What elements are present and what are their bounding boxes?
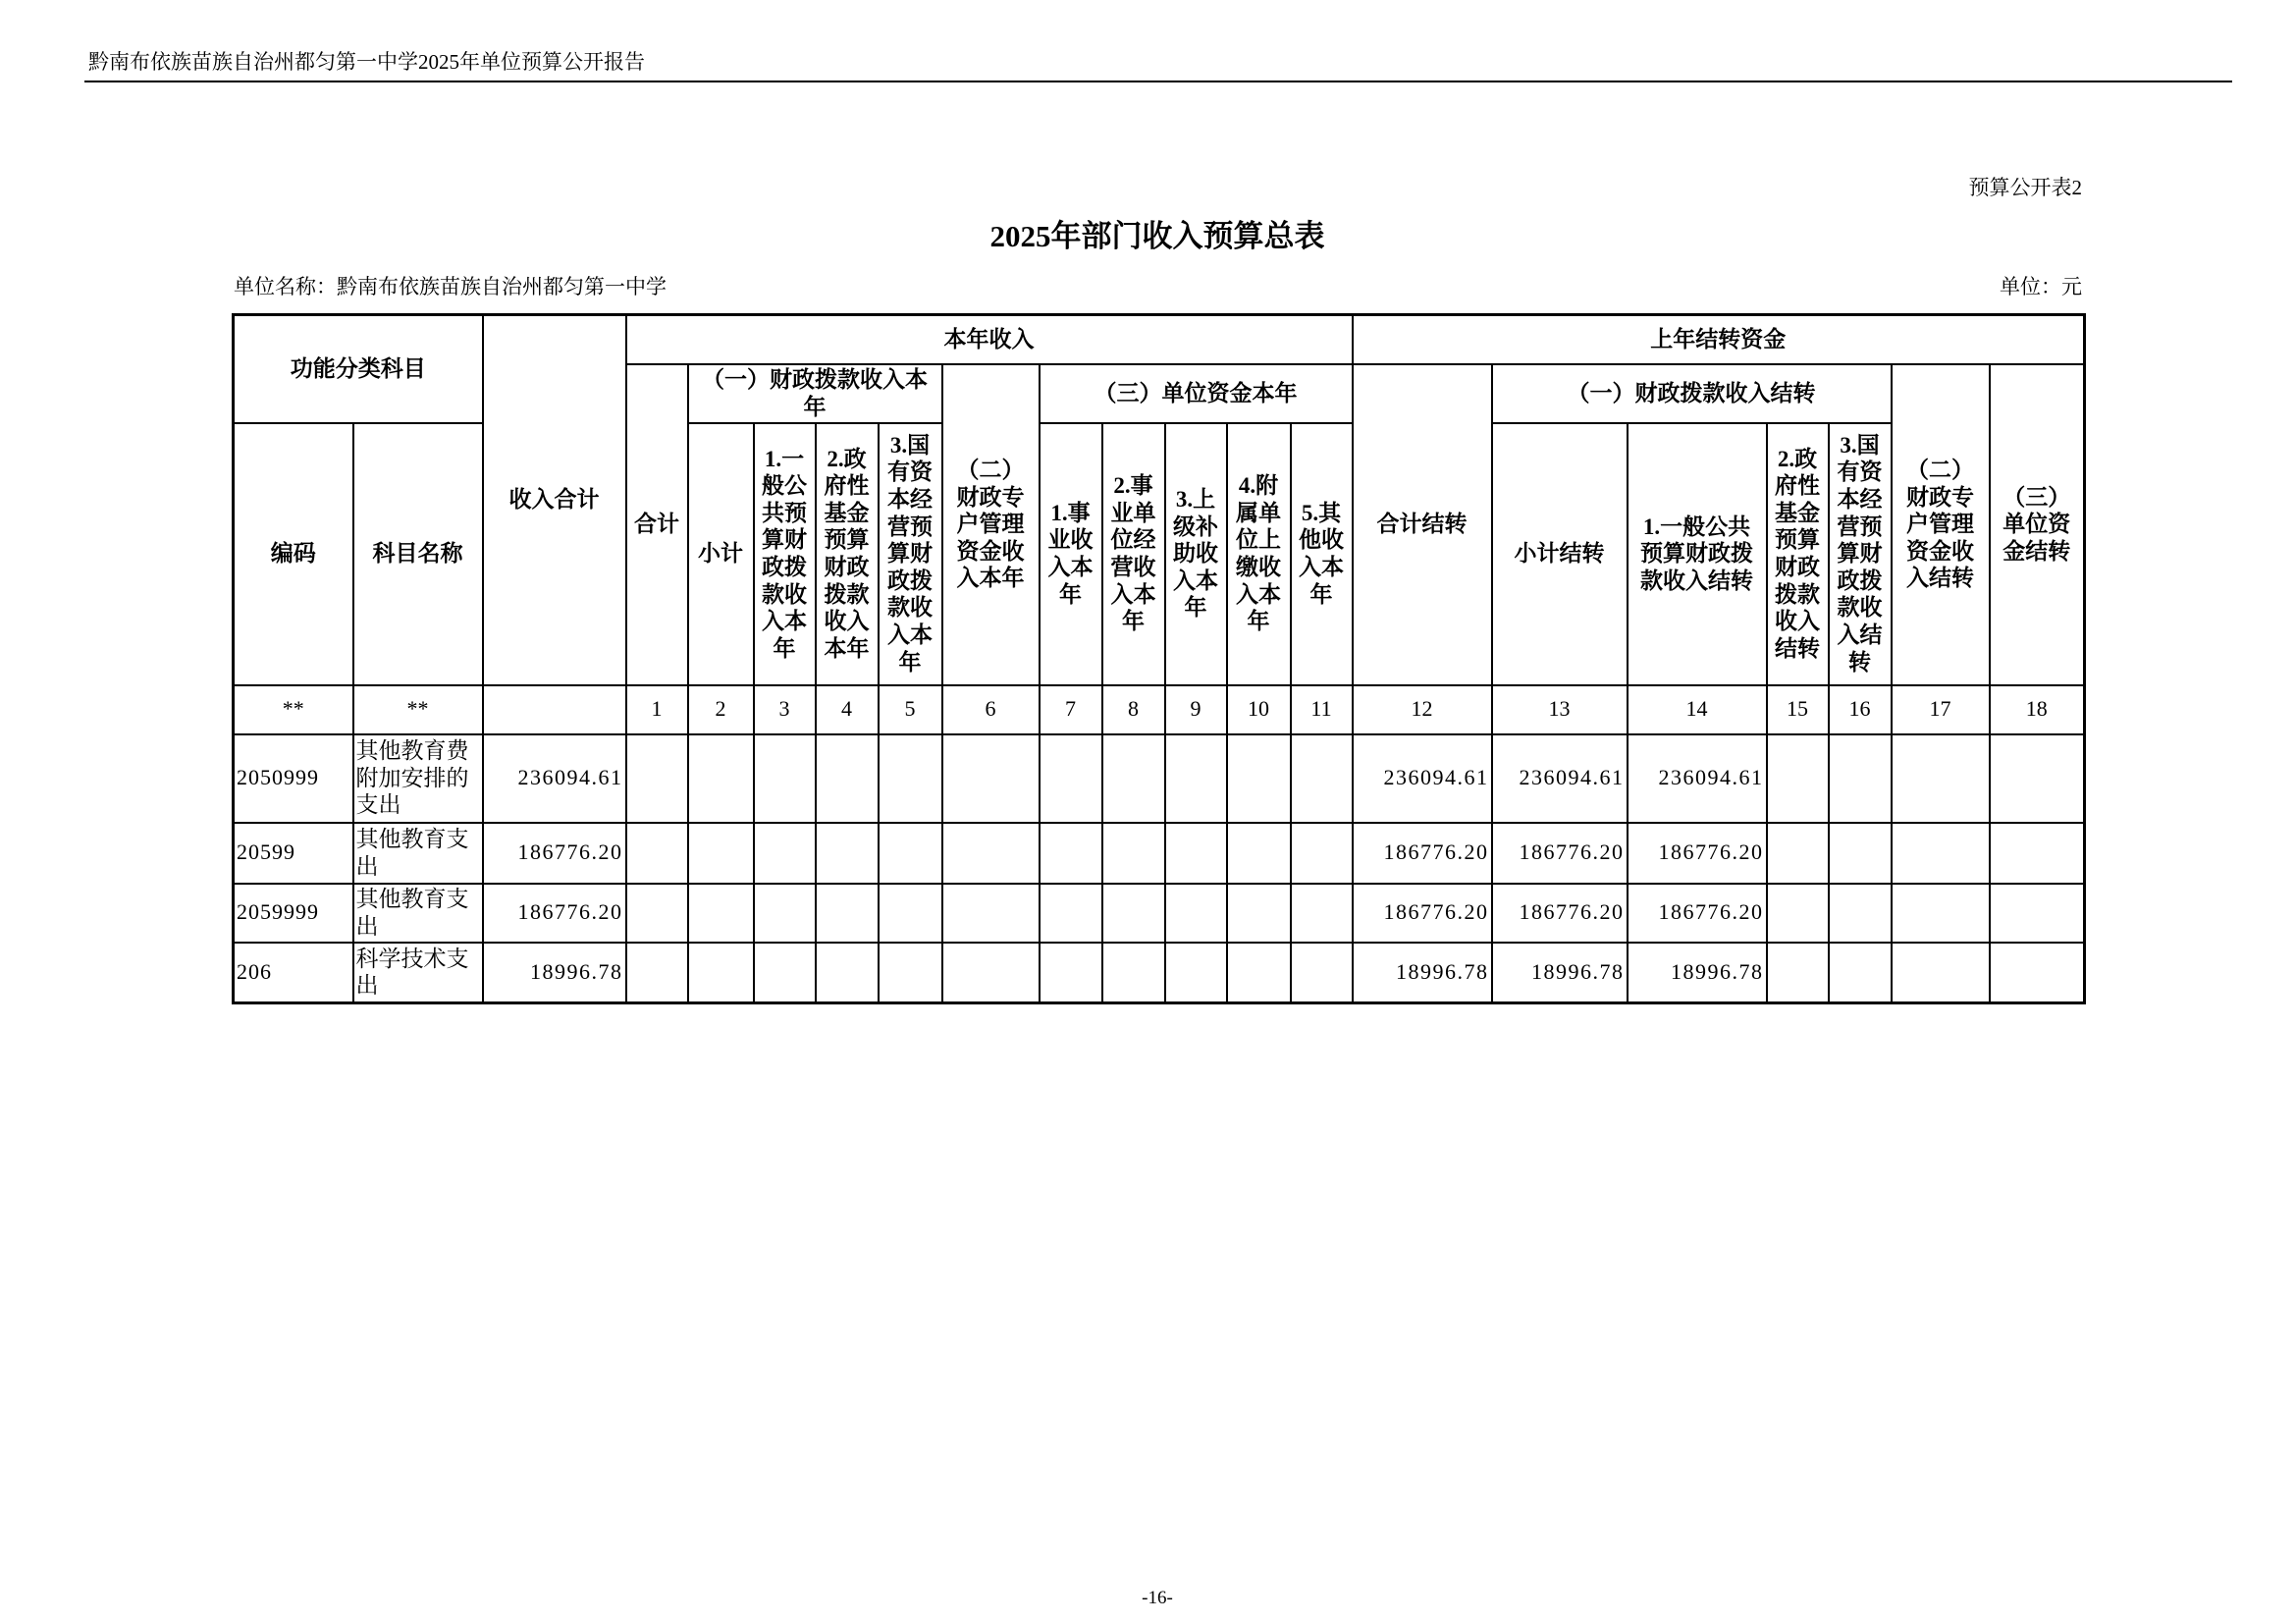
column-number: 10: [1227, 685, 1291, 734]
subject-name-cell: 科学技术支出: [353, 943, 483, 1003]
value-cell: [754, 884, 816, 943]
table-row: [234, 823, 2085, 884]
value-cell: [754, 943, 816, 1003]
value-cell: [1291, 823, 1353, 884]
table-row: [234, 884, 2085, 943]
value-cell: [942, 884, 1040, 943]
header-rule: [84, 81, 2232, 82]
value-cell: 186776.20: [1628, 823, 1767, 884]
column-number: 17: [1892, 685, 1990, 734]
value-cell: [1990, 884, 2085, 943]
value-cell: [1040, 943, 1102, 1003]
header-py-gov-fund: 2.政府性基金预算财政拨款收入结转: [1767, 423, 1829, 685]
column-number: 4: [816, 685, 879, 734]
header-cy-other-income: 5.其他收入本年: [1291, 423, 1353, 685]
value-cell: [816, 884, 879, 943]
value-cell: 186776.20: [1492, 884, 1628, 943]
value-cell: [626, 943, 688, 1003]
column-number: 2: [688, 685, 754, 734]
value-cell: [1040, 823, 1102, 884]
header-py-state-capital: 3.国有资本经营预算财政拨款收入结转: [1829, 423, 1892, 685]
header-py-fiscal-subtotal: 小计结转: [1492, 423, 1628, 685]
header-row: [234, 315, 2085, 364]
value-cell: [1291, 943, 1353, 1003]
column-number: 3: [754, 685, 816, 734]
header-py-unit-funds: （三）单位资金结转: [1990, 364, 2085, 685]
column-number: 7: [1040, 685, 1102, 734]
value-cell: [879, 943, 942, 1003]
running-header: 黔南布依族苗族自治州都匀第一中学2025年单位预算公开报告: [88, 50, 645, 74]
column-number: 8: [1102, 685, 1165, 734]
value-cell: [1291, 734, 1353, 823]
value-cell: [626, 884, 688, 943]
column-number: 15: [1767, 685, 1829, 734]
page-title: 2025年部门收入预算总表: [989, 219, 1325, 253]
value-cell: [1767, 884, 1829, 943]
value-cell: [1165, 884, 1227, 943]
value-cell: [1102, 823, 1165, 884]
value-cell: [1829, 943, 1892, 1003]
header-code: 编码: [234, 423, 353, 685]
value-cell: 236094.61: [1353, 734, 1492, 823]
budget-table: [232, 313, 2086, 1004]
value-cell: [1227, 734, 1291, 823]
value-cell: [1829, 823, 1892, 884]
table-code: 预算公开表2: [1968, 176, 2082, 199]
column-number: 6: [942, 685, 1040, 734]
value-cell: [1165, 734, 1227, 823]
income-total-cell: 236094.61: [483, 734, 626, 823]
value-cell: [816, 823, 879, 884]
value-cell: [1165, 943, 1227, 1003]
value-cell: 186776.20: [1353, 823, 1492, 884]
column-number: 5: [879, 685, 942, 734]
currency-unit: 单位：元: [2000, 275, 2082, 298]
value-cell: [688, 943, 754, 1003]
header-subject-group: 功能分类科目: [234, 315, 483, 423]
header-subject-name: 科目名称: [353, 423, 483, 685]
header-py-special-account: （二）财政专户管理资金收入结转: [1892, 364, 1990, 685]
subject-name-cell: 其他教育费附加安排的支出: [353, 734, 483, 823]
value-cell: [1227, 943, 1291, 1003]
header-cy-special-account: （二）财政专户管理资金收入本年: [942, 364, 1040, 685]
value-cell: [688, 734, 754, 823]
header-py-total: 合计结转: [1353, 364, 1492, 685]
value-cell: [879, 823, 942, 884]
value-cell: [942, 823, 1040, 884]
header-py-fiscal-group: （一）财政拨款收入结转: [1492, 364, 1892, 423]
income-total-cell: 186776.20: [483, 884, 626, 943]
value-cell: [879, 734, 942, 823]
value-cell: 186776.20: [1628, 884, 1767, 943]
header-cy-fiscal-subtotal: 小计: [688, 423, 754, 685]
value-cell: [1040, 734, 1102, 823]
header-cy-subsidiary-remit: 4.附属单位上缴收入本年: [1227, 423, 1291, 685]
value-cell: [879, 884, 942, 943]
value-cell: [1892, 823, 1990, 884]
value-cell: [1291, 884, 1353, 943]
column-number-row: [234, 685, 2085, 734]
header-cy-operating-income: 2.事业单位经营收入本年: [1102, 423, 1165, 685]
value-cell: [1892, 943, 1990, 1003]
value-cell: [1165, 823, 1227, 884]
value-cell: 186776.20: [1492, 823, 1628, 884]
value-cell: 18996.78: [1492, 943, 1628, 1003]
column-number: 18: [1990, 685, 2085, 734]
value-cell: [942, 734, 1040, 823]
value-cell: [688, 823, 754, 884]
value-cell: [1829, 884, 1892, 943]
value-cell: 18996.78: [1353, 943, 1492, 1003]
column-number: 12: [1353, 685, 1492, 734]
subject-code-cell: 20599: [234, 823, 353, 884]
income-total-cell: 186776.20: [483, 823, 626, 884]
value-cell: [1102, 943, 1165, 1003]
subject-name-cell: 其他教育支出: [353, 884, 483, 943]
column-number: **: [234, 685, 353, 734]
header-prior-year-carryover: 上年结转资金: [1353, 315, 2085, 364]
unit-name: 单位名称：黔南布依族苗族自治州都匀第一中学: [234, 275, 667, 298]
value-cell: [942, 943, 1040, 1003]
header-py-general-budget: 1.一般公共预算财政拨款收入结转: [1628, 423, 1767, 685]
value-cell: [1829, 734, 1892, 823]
value-cell: [1767, 823, 1829, 884]
value-cell: [1102, 884, 1165, 943]
subject-code-cell: 2050999: [234, 734, 353, 823]
value-cell: 236094.61: [1492, 734, 1628, 823]
value-cell: [688, 884, 754, 943]
value-cell: [1227, 884, 1291, 943]
table-row: [234, 943, 2085, 1003]
header-cy-total: 合计: [626, 364, 688, 685]
table-row: [234, 734, 2085, 823]
header-current-year: 本年收入: [626, 315, 1353, 364]
subject-code-cell: 2059999: [234, 884, 353, 943]
value-cell: [754, 734, 816, 823]
value-cell: [1892, 884, 1990, 943]
subject-name-cell: 其他教育支出: [353, 823, 483, 884]
column-number: 14: [1628, 685, 1767, 734]
header-cy-superior-subsidy: 3.上级补助收入本年: [1165, 423, 1227, 685]
value-cell: [1227, 823, 1291, 884]
value-cell: [1102, 734, 1165, 823]
header-cy-state-capital: 3.国有资本经营预算财政拨款收入本年: [879, 423, 942, 685]
value-cell: [1892, 734, 1990, 823]
column-number: 16: [1829, 685, 1892, 734]
column-number: 13: [1492, 685, 1628, 734]
header-cy-gov-fund: 2.政府性基金预算财政拨款收入本年: [816, 423, 879, 685]
page-number: -16-: [1142, 1588, 1173, 1608]
value-cell: [1767, 734, 1829, 823]
column-number: 9: [1165, 685, 1227, 734]
column-number: 11: [1291, 685, 1353, 734]
column-number: 1: [626, 685, 688, 734]
value-cell: [1990, 943, 2085, 1003]
header-cy-unit-funds-group: （三）单位资金本年: [1040, 364, 1353, 423]
header-income-total: 收入合计: [483, 315, 626, 685]
value-cell: [1990, 734, 2085, 823]
value-cell: 186776.20: [1353, 884, 1492, 943]
column-number: **: [353, 685, 483, 734]
value-cell: 18996.78: [1628, 943, 1767, 1003]
value-cell: [1040, 884, 1102, 943]
value-cell: [626, 823, 688, 884]
value-cell: 236094.61: [1628, 734, 1767, 823]
value-cell: [816, 943, 879, 1003]
value-cell: [1990, 823, 2085, 884]
header-cy-business-income: 1.事业收入本年: [1040, 423, 1102, 685]
column-number: [483, 685, 626, 734]
value-cell: [816, 734, 879, 823]
subject-code-cell: 206: [234, 943, 353, 1003]
header-cy-general-budget: 1.一般公共预算财政拨款收入本年: [754, 423, 816, 685]
value-cell: [626, 734, 688, 823]
header-cy-fiscal-group: （一）财政拨款收入本年: [688, 364, 942, 423]
value-cell: [1767, 943, 1829, 1003]
income-total-cell: 18996.78: [483, 943, 626, 1003]
value-cell: [754, 823, 816, 884]
